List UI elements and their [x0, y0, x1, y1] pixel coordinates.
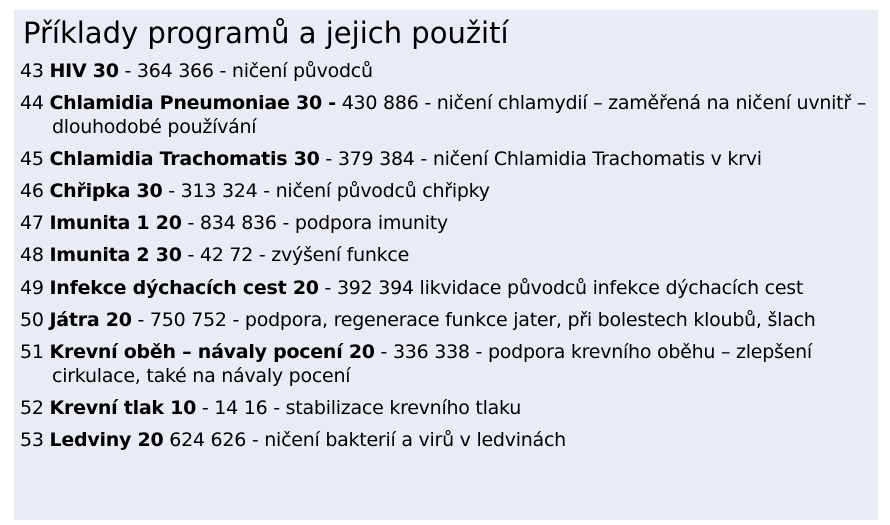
- program-name: Chřipka 30: [49, 180, 163, 203]
- program-description: - 834 836 - podpora imunity: [181, 212, 448, 235]
- item-number: 44: [20, 92, 44, 115]
- list-item: [20, 277, 872, 301]
- program-description: - 14 16 - stabilizace krevního tlaku: [196, 396, 522, 419]
- program-name: HIV 30: [49, 60, 119, 82]
- list-item: [20, 180, 872, 204]
- item-number: 47: [20, 212, 44, 235]
- item-number: 48: [20, 244, 44, 267]
- program-name: Ledviny 20: [49, 428, 164, 451]
- list-item: [20, 309, 872, 333]
- item-number: 53: [20, 428, 44, 451]
- program-name: Imunita 2 30: [49, 244, 182, 267]
- program-description: - 313 324 - ničení původců chřipky: [162, 180, 490, 203]
- program-description: 624 626 - ničení bakterií a virů v ledvinách: [163, 428, 566, 451]
- item-number: 52: [20, 396, 44, 419]
- item-number: 43: [20, 60, 44, 82]
- program-description: - 379 384 - ničení Chlamidia Trachomatis v krvi: [319, 147, 762, 170]
- program-description: - 750 752 - podpora, regenerace funkce jater, při bolestech kloubů, šlach: [131, 308, 816, 331]
- program-name: Chlamidia Pneumoniae 30 -: [49, 92, 336, 115]
- item-number: 51: [20, 341, 44, 363]
- program-list: [20, 60, 872, 461]
- list-item: [20, 92, 872, 139]
- item-number: 49: [20, 276, 44, 299]
- item-number: 46: [20, 180, 44, 203]
- list-item: [20, 341, 872, 388]
- list-item: [20, 397, 872, 421]
- program-name: Infekce dýchacích cest 20: [49, 276, 319, 299]
- list-item: [20, 212, 872, 236]
- slide: [14, 10, 878, 520]
- program-name: Krevní tlak 10: [49, 396, 197, 419]
- list-item: [20, 60, 872, 84]
- list-item: [20, 148, 872, 172]
- program-name: Krevní oběh – návaly pocení 20: [49, 341, 375, 363]
- program-description: - 392 394 likvidace původců infekce dýchacích cest: [318, 276, 804, 299]
- program-description: 430 886 - ničení chlamydií – zaměřená na ničení uvnitř – dlouhodobé používání: [52, 92, 866, 138]
- list-item: [20, 429, 872, 453]
- item-number: 50: [20, 308, 44, 331]
- program-description: - 42 72 - zvýšení funkce: [181, 244, 410, 267]
- program-description: - 336 338 - podpora krevního oběhu – zlepšení cirkulace, také na návaly pocení: [52, 341, 812, 387]
- program-name: Játra 20: [49, 308, 132, 331]
- slide-title: Příklady programů a jejich použití: [23, 16, 509, 50]
- program-name: Imunita 1 20: [49, 212, 182, 235]
- list-item: [20, 244, 872, 268]
- item-number: 45: [20, 147, 44, 170]
- program-name: Chlamidia Trachomatis 30: [49, 147, 320, 170]
- program-description: - 364 366 - ničení původců: [118, 60, 373, 82]
